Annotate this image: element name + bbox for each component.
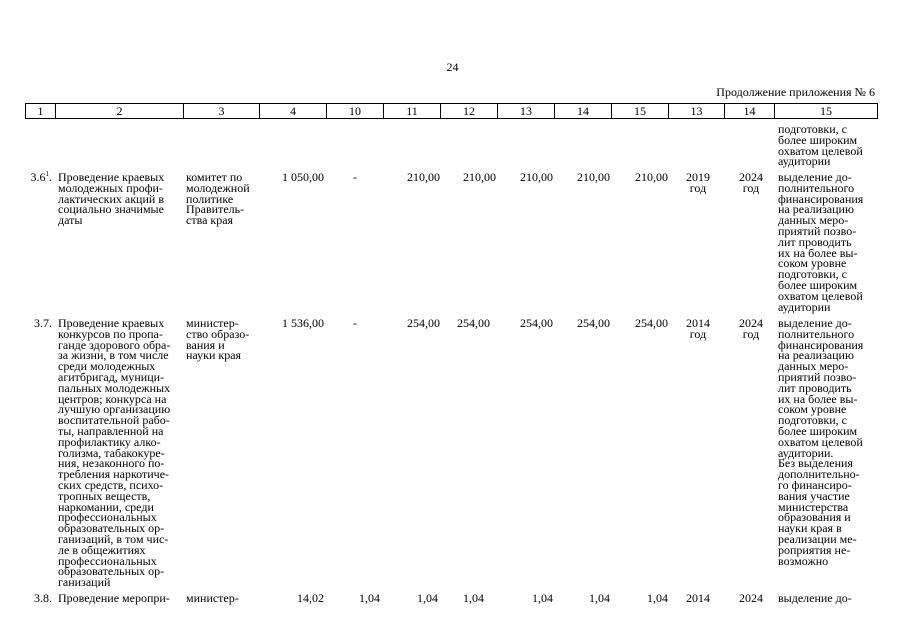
expected-result: выделение до- полнительного финансирования на реализацию данных меро- приятий позво- лит проводить их на более вы- соком уровне подготовки, с более широким охватом целевой аудитории — [778, 170, 864, 314]
header-cell: 13 — [669, 104, 725, 118]
header-cell: 14 — [555, 104, 612, 118]
executor: комитет по молодежной политике Правитель- ства края — [186, 170, 250, 228]
amount-col-13: 254,00 — [520, 316, 553, 330]
amount-col-12: 254,00 — [457, 316, 490, 330]
total-amount: 14,02 — [297, 591, 324, 605]
amount-col-12: 210,00 — [463, 170, 496, 184]
expected-result: выделение до- полнительного финансирования на реализацию данных меро- приятий позво- лит проводить их на более вы- соком уровне подготовки, с более широким охватом целевой аудитории. Без выделения дополнительно- го финансиро- вания участие министерства образования и науки края в реализации ме- роприятия не- возможно — [778, 316, 864, 568]
end-year: 2024 год — [739, 316, 763, 341]
amount-col-10: - — [353, 316, 357, 330]
header-cell: 3 — [184, 104, 260, 118]
header-cell: 11 — [384, 104, 441, 118]
page-number: 24 — [446, 60, 459, 74]
header-cell: 15 — [612, 104, 669, 118]
total-amount: 1 050,00 — [282, 170, 324, 184]
table-header-row — [25, 103, 878, 119]
activity-title: Проведение краевых конкурсов по пропа- ганде здорового обра- за жизни, в том числе среди молодежных агитбригад, муници- пальных молодежных центров; конкурса на лучшую организацию воспитательной рабо- ты, направленной на профилактику алко- голизма, табакокуре- ния, незаконного по- требления наркотиче- ских средств, психо- тропных веществ, наркомании, среди профессиональных образовательных ор- ганизаций, в том чис- ле в общежитиях профессиональных образовательных ор- ганизаций — [58, 316, 171, 590]
start-year: 2019 год — [686, 170, 710, 195]
amount-col-11: 254,00 — [407, 316, 440, 330]
amount-col-14: 254,00 — [577, 316, 610, 330]
amount-col-12: 1,04 — [463, 591, 484, 605]
amount-col-13: 1,04 — [532, 591, 553, 605]
executor: министер- — [186, 591, 239, 605]
row-number: 3.8. — [34, 591, 52, 605]
row-number: $3.6^1$. — [30, 170, 52, 184]
activity-title: Проведение краевых молодежных профи- лактических акций в социально значимые даты — [58, 170, 165, 228]
amount-col-14: 1,04 — [589, 591, 610, 605]
start-year: 2014 год — [686, 316, 710, 341]
activity-title: Проведение меропри- — [58, 591, 170, 605]
amount-col-10: 1,04 — [359, 591, 380, 605]
expected-result: выделение до- — [778, 591, 852, 605]
amount-col-13: 210,00 — [520, 170, 553, 184]
header-cell: 15 — [820, 104, 832, 118]
header-cell: 13 — [498, 104, 555, 118]
executor: министер- ство образо- вания и науки края — [186, 316, 250, 363]
continuation-label: Продолжение приложения № 6 — [716, 85, 875, 99]
amount-col-11: 1,04 — [417, 591, 438, 605]
header-cell: 14 — [725, 104, 775, 118]
amount-col-14: 210,00 — [577, 170, 610, 184]
header-cell: 2 — [56, 104, 184, 118]
amount-col-15: 254,00 — [635, 316, 668, 330]
carried-over-note: подготовки, с более широким охватом целевой аудитории — [778, 122, 863, 169]
header-cell: 12 — [441, 104, 498, 118]
header-cell: 1 — [26, 104, 56, 118]
start-year: 2014 — [686, 591, 710, 605]
end-year: 2024 — [739, 591, 763, 605]
header-cell: 10 — [327, 104, 384, 118]
total-amount: 1 536,00 — [282, 316, 324, 330]
end-year: 2024 год — [739, 170, 763, 195]
amount-col-15: 210,00 — [635, 170, 668, 184]
header-cell: 4 — [260, 104, 327, 118]
amount-col-10: - — [353, 170, 357, 184]
row-number: 3.7. — [34, 316, 52, 330]
amount-col-11: 210,00 — [407, 170, 440, 184]
amount-col-15: 1,04 — [647, 591, 668, 605]
